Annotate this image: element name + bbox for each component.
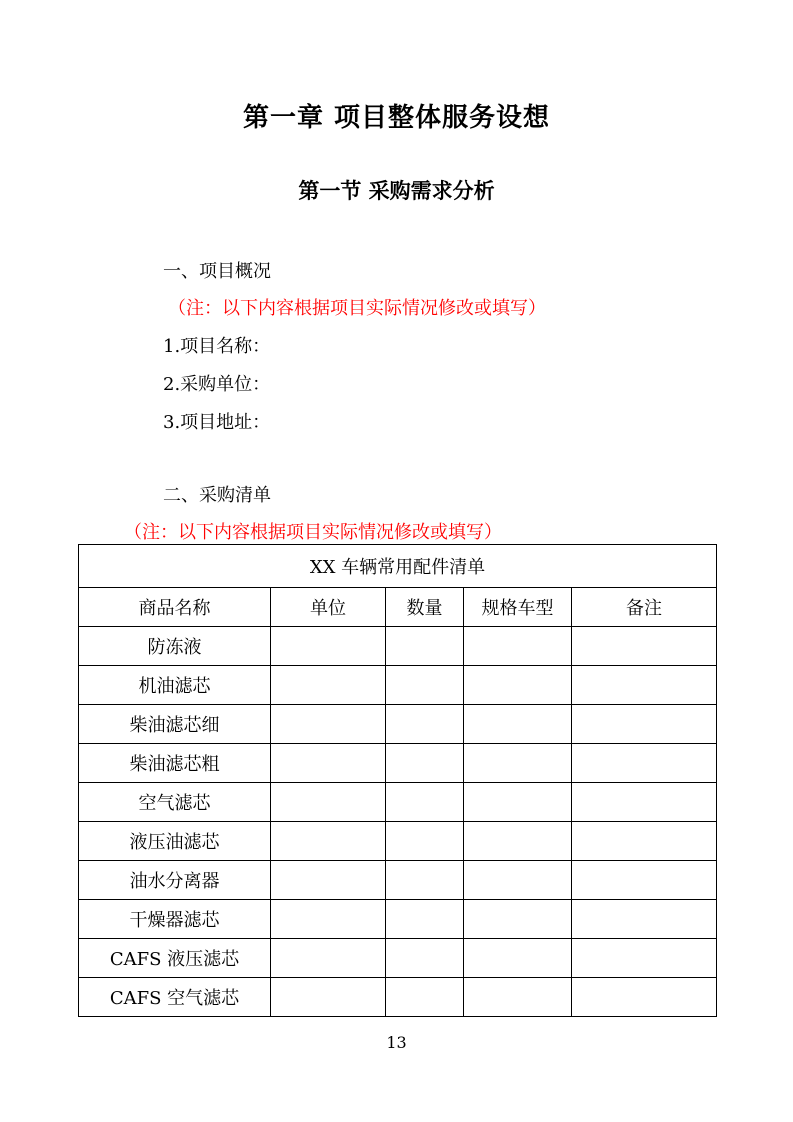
header-spec-model: 规格车型 (464, 588, 572, 627)
quantity-cell (386, 861, 464, 900)
unit-cell (271, 900, 386, 939)
remarks-cell (572, 783, 717, 822)
product-name-cell: 防冻液 (79, 627, 271, 666)
table-row (79, 666, 717, 705)
spec-cell (464, 861, 572, 900)
header-remarks: 备注 (572, 588, 717, 627)
section-title: 第一节 采购需求分析 (298, 178, 495, 203)
table-row (79, 900, 717, 939)
remarks-cell (572, 861, 717, 900)
overview-note: （注：以下内容根据项目实际情况修改或填写） (168, 298, 546, 319)
purchase-list-heading: 二、采购清单 (163, 485, 271, 506)
parts-list-table (78, 544, 717, 1017)
remarks-cell (572, 939, 717, 978)
product-name-cell: CAFS 空气滤芯 (79, 978, 271, 1017)
remarks-cell (572, 627, 717, 666)
remarks-cell (572, 666, 717, 705)
table-row (79, 627, 717, 666)
project-name-label: 1.项目名称： (163, 336, 271, 357)
unit-cell (271, 627, 386, 666)
table-row (79, 978, 717, 1017)
quantity-cell (386, 627, 464, 666)
product-name-cell: 液压油滤芯 (79, 822, 271, 861)
purchaser-label: 2.采购单位： (163, 374, 271, 395)
product-name-cell: 机油滤芯 (79, 666, 271, 705)
table-row (79, 861, 717, 900)
unit-cell (271, 783, 386, 822)
table-row (79, 822, 717, 861)
quantity-cell (386, 900, 464, 939)
spec-cell (464, 744, 572, 783)
quantity-cell (386, 822, 464, 861)
unit-cell (271, 861, 386, 900)
table-title-row (79, 545, 717, 588)
spec-cell (464, 900, 572, 939)
purchase-list-note: （注：以下内容根据项目实际情况修改或填写） (124, 522, 502, 543)
unit-cell (271, 705, 386, 744)
spec-cell (464, 939, 572, 978)
chapter-title: 第一章 项目整体服务设想 (242, 103, 551, 133)
remarks-cell (572, 744, 717, 783)
quantity-cell (386, 978, 464, 1017)
quantity-cell (386, 783, 464, 822)
spec-cell (464, 822, 572, 861)
product-name-cell: 空气滤芯 (79, 783, 271, 822)
product-name-cell: 干燥器滤芯 (79, 900, 271, 939)
project-address-label: 3.项目地址： (163, 412, 271, 433)
product-name-cell: 油水分离器 (79, 861, 271, 900)
unit-cell (271, 822, 386, 861)
spec-cell (464, 627, 572, 666)
header-unit: 单位 (271, 588, 386, 627)
quantity-cell (386, 705, 464, 744)
unit-cell (271, 978, 386, 1017)
page-number: 13 (386, 1033, 407, 1052)
product-name-cell: 柴油滤芯细 (79, 705, 271, 744)
table-row (79, 705, 717, 744)
spec-cell (464, 783, 572, 822)
unit-cell (271, 666, 386, 705)
remarks-cell (572, 900, 717, 939)
product-name-cell: CAFS 液压滤芯 (79, 939, 271, 978)
remarks-cell (572, 705, 717, 744)
spec-cell (464, 666, 572, 705)
header-product-name: 商品名称 (79, 588, 271, 627)
remarks-cell (572, 822, 717, 861)
table-title: XX 车辆常用配件清单 (79, 545, 717, 588)
remarks-cell (572, 978, 717, 1017)
overview-heading: 一、项目概况 (163, 261, 271, 282)
header-quantity: 数量 (386, 588, 464, 627)
table-row (79, 744, 717, 783)
quantity-cell (386, 939, 464, 978)
spec-cell (464, 978, 572, 1017)
table-header-row (79, 588, 717, 627)
spec-cell (464, 705, 572, 744)
quantity-cell (386, 744, 464, 783)
quantity-cell (386, 666, 464, 705)
table-row (79, 939, 717, 978)
table-row (79, 783, 717, 822)
product-name-cell: 柴油滤芯粗 (79, 744, 271, 783)
unit-cell (271, 939, 386, 978)
unit-cell (271, 744, 386, 783)
